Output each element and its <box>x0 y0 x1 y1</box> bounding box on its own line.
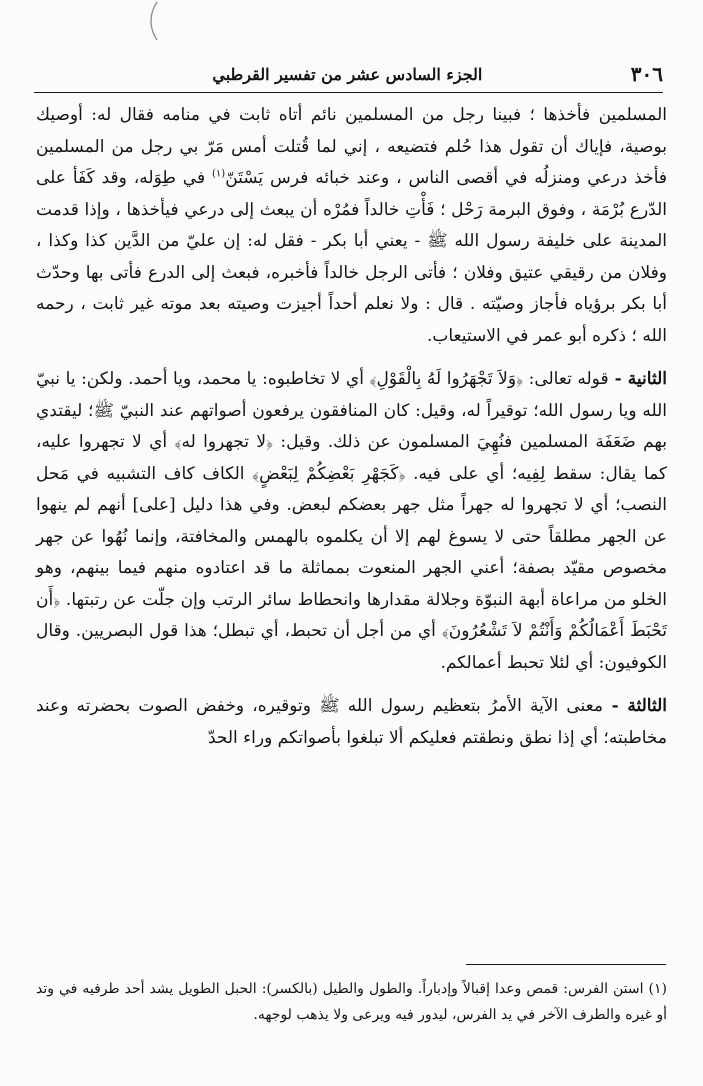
running-title: الجزء السادس عشر من تفسير القرطبي <box>212 64 483 84</box>
footnote-reference[interactable]: (١) <box>212 168 226 180</box>
section-heading-second: الثانية - <box>608 369 667 389</box>
paragraph-1 <box>36 100 667 352</box>
paragraph-1-text-b: في طِوَله، وقد كَفَأ على الدّرع بُرْمَة ، وفوق البرمة رَحْل ؛ فَأْتِ خالداً فمُرْه أن يبعث إلى درعي فيأخذها ، وإذا قدمت المدينة على خليفة رسول الله ﷺ - يعني أبا بكر - فقل له: إن عليّ من الدَّين كذا وكذا ، وفلان من رقيقي عتيق وفلان ؛ فأتى الرجل خالداً فأخبره، فبعث إلى الدرع فأتى بها وحدّث أبا بكر برؤياه فأجاز وصيّته . قال : ولا نعلم أحداً أجيزت وصيته بعد موته غير ثابت ، رحمه الله ؛ ذكره أبو عمر في الاستيعاب. <box>36 168 667 346</box>
paragraph-2 <box>36 364 667 679</box>
footnote <box>36 976 667 1028</box>
page-edge-mark <box>145 0 165 44</box>
footnote-divider <box>466 964 666 965</box>
paragraph-3-text: معنى الآية الأمرُ بتعظيم رسول الله ﷺ وتوقيره، وخفض الصوت بحضرته وعند مخاطبته؛ أي إذا نطق ونطقتم فعليكم ألا تبلغوا بأصواتكم وراء الحدّ <box>36 696 667 748</box>
footnote-text: (١) استن الفرس: قمص وعدا إقبالاً وإدباراً. والطول والطيل (بالكسر): الحبل الطويل يشد أحد طرفيه في وتد أو غيره والطرف الآخر في يد الفرس، ليدور فيه ويرعى ولا يذهب لوجهه. <box>36 981 667 1023</box>
page-number: ٣٠٦ <box>630 62 663 86</box>
paragraph-3 <box>36 691 667 754</box>
paragraph-2-text: قوله تعالى: ﴿وَلاَ تَجْهَرُوا لَهُ بِالْقَوْلِ﴾ أي لا تخاطبوه: يا محمد، ويا أحمد. ولكن: يا نبيّ الله ويا رسول الله؛ توقيراً له، وقيل: كان المنافقون يرفعون أصواتهم عند النبيّ ﷺ؛ ليقتدي بهم ضَعَفَة المسلمين فنُهِيَ المسلمون عن ذلك. وقيل: ﴿لا تجهروا له﴾ أي لا تجهروا عليه، كما يقال: سقط لِفِيه؛ أي على فيه. ﴿كَجَهْرِ بَعْضِكُمْ لِبَعْضٍ﴾ الكاف كاف التشبيه في مَحل النصب؛ أي لا تجهروا له جهراً مثل جهر بعضكم لبعض. وفي هذا دليل [على] أنهم لم ينهوا عن الجهر مطلقاً حتى لا يسوغ لهم إلا أن يكلموه بالهمس والمخافتة، وإنما نُهُوا عن جهر مخصوص مقيّد بصفة؛ أعني الجهر المنعوت بمماثلة ما قد اعتادوه منهم فيما بينهم، وهو الخلو من مراعاة أبهة النبوّة وجلالة مقدارها وانحطاط سائر الرتب وإن جلّت عن رتبتها. ﴿أَن تَحْبَطَ أَعْمَالُكُمْ وَأَنْتُمْ لاَ تَشْعُرُونَ﴾ أي من أجل أن تحبط، أي تبطل؛ هذا قول البصريين. وقال الكوفيون: أي لئلا تحبط أعمالكم. <box>36 369 667 673</box>
section-heading-third: الثالثة - <box>602 696 667 716</box>
paragraph-1-text-a: المسلمين فأخذها ؛ فبينا رجل من المسلمين نائم أتاه ثابت في منامه فقال له: أوصيك بوصية، فإياك أن تقول هذا حُلم فتضيعه ، إني لما قُتلت أمس مَرّ بي رجل من المسلمين فأخذ درعي ومنزلُه في أقصى الناس ، وعند خبائه فرس يَسْتَنّ <box>36 105 668 188</box>
page-header <box>34 56 663 93</box>
main-text <box>36 100 667 754</box>
